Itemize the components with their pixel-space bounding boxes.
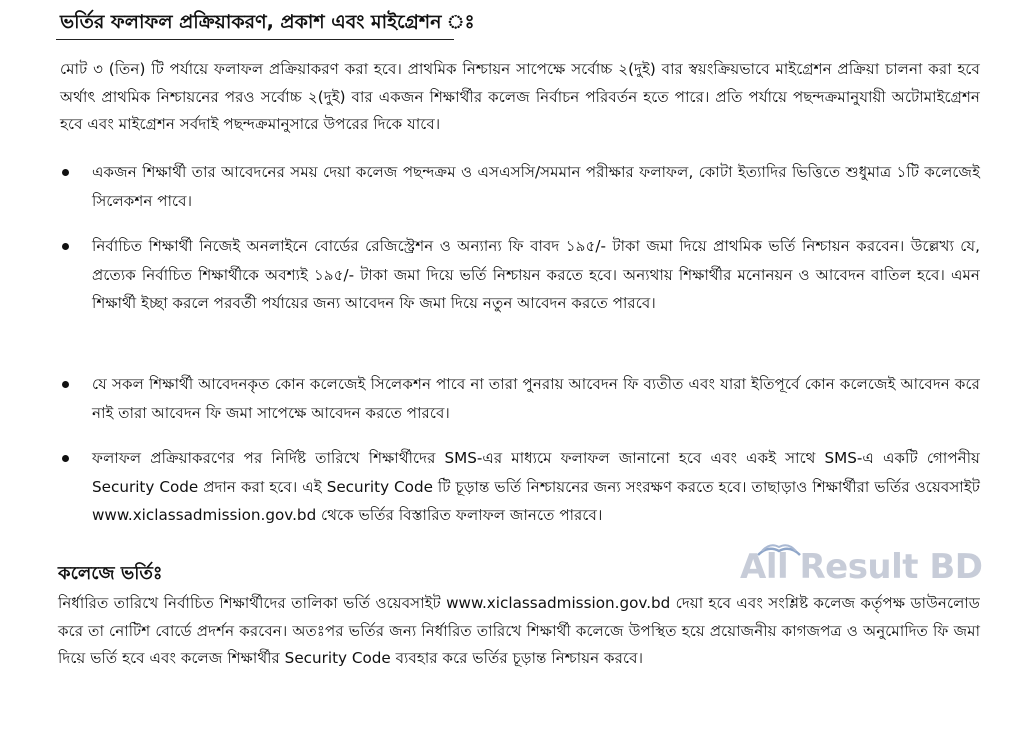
heading-underline [56,39,454,40]
bullet-text: নির্বাচিত শিক্ষার্থী নিজেই অনলাইনে বোর্ডের রেজিস্ট্রেশন ও অন্যান্য ফি বাবদ ১৯৫/- টাকা জমা দিয়ে প্রাথমিক ভর্তি নিশ্চায়ন করবেন। উল্লেখ্য যে, প্রত্যেক নির্বাচিত শিক্ষার্থীকে অবশ্যই ১৯৫/- টাকা জমা দিয়ে ভর্তি নিশ্চায়ন করতে হবে। অন্যথায় শিক্ষার্থীর মনোনয়ন ও আবেদন বাতিল হবে। এমন শিক্ষার্থী ইচ্ছা করলে পরবর্তী পর্যায়ের জন্য আবেদন ফি জমা দিয়ে নতুন আবেদন করতে পারবে। [92,237,980,312]
bullet-dot [62,243,69,250]
watermark-text: All Result BD [740,547,983,587]
bullet-dot [62,169,69,176]
bullet-text: ফলাফল প্রক্রিয়াকরণের পর নির্দিষ্ট তারিখে শিক্ষার্থীদের SMS-এর মাধ্যমে ফলাফল জানানো হবে এবং একই সাথে SMS-এ একটি গোপনীয় Security Code প্রদান করা হবে। এই Security Code টি চূড়ান্ত ভর্তি নিশ্চায়নের জন্য সংরক্ষণ করতে হবে। তাছাড়াও শিক্ষার্থীরা ভর্তির ওয়েবসাইট www.xiclassadmission.gov.bd থেকে ভর্তির বিস্তারিত ফলাফল জানতে পারবে। [92,449,980,524]
bullet-dot [62,381,69,388]
bullet-dot [62,455,69,462]
college-admission-paragraph: নির্ধারিত তারিখে নির্বাচিত শিক্ষার্থীদের তালিকা ভর্তি ওয়েবসাইট www.xiclassadmission.gov.bd দেয়া হবে এবং সংশ্লিষ্ট কলেজ কর্তৃপক্ষ ডাউনলোড করে তা নোটিশ বোর্ডে প্রদর্শন করবেন। অতঃপর ভর্তির জন্য নির্ধারিত তারিখে শিক্ষার্থী কলেজে উপস্থিত হয়ে প্রয়োজনীয় কাগজপত্র ও অনুমোদিত ফি জমা দিয়ে ভর্তি হবে এবং কলেজ শিক্ষার্থীর Security Code ব্যবহার করে ভর্তির চূড়ান্ত নিশ্চায়ন করবে। [58,594,980,667]
section-heading-college-admission: কলেজে ভর্তিঃ [58,563,163,584]
bullet-text: একজন শিক্ষার্থী তার আবেদনের সময় দেয়া কলেজ পছন্দক্রম ও এসএসসি/সমমান পরীক্ষার ফলাফল, কোটা ইত্যাদির ভিত্তিতে শুধুমাত্র ১টি কলেজেই সিলেকশন পাবে। [92,163,980,210]
section-heading-result-processing: ভর্তির ফলাফল প্রক্রিয়াকরণ, প্রকাশ এবং মাইগ্রেশন ঃ [60,11,475,33]
bullet-text: যে সকল শিক্ষার্থী আবেদনকৃত কোন কলেজেই সিলেকশন পাবে না তারা পুনরায় আবেদন ফি ব্যতীত এবং যারা ইতিপূর্বে কোন কলেজেই আবেদন করে নাই তারা আবেদন ফি জমা সাপেক্ষে আবেদন করতে পারবে। [92,375,981,422]
intro-paragraph: মোট ৩ (তিন) টি পর্যায়ে ফলাফল প্রক্রিয়াকরণ করা হবে। প্রাথমিক নিশ্চায়ন সাপেক্ষে সর্বোচ্চ ২(দুই) বার স্বয়ংক্রিয়ভাবে মাইগ্রেশন প্রক্রিয়া চালনা করা হবে অর্থাৎ প্রাথমিক নিশ্চায়নের পরও সর্বোচ্চ ২(দুই) বার একজন শিক্ষার্থীর কলেজ নির্বাচন পরিবর্তন হতে পারে। প্রতি পর্যায়ে পছন্দক্রমানুযায়ী অটোমাইগ্রেশন হবে এবং মাইগ্রেশন সর্বদাই পছন্দক্রমানুসারে উপরের দিকে যাবে। [60,60,980,133]
